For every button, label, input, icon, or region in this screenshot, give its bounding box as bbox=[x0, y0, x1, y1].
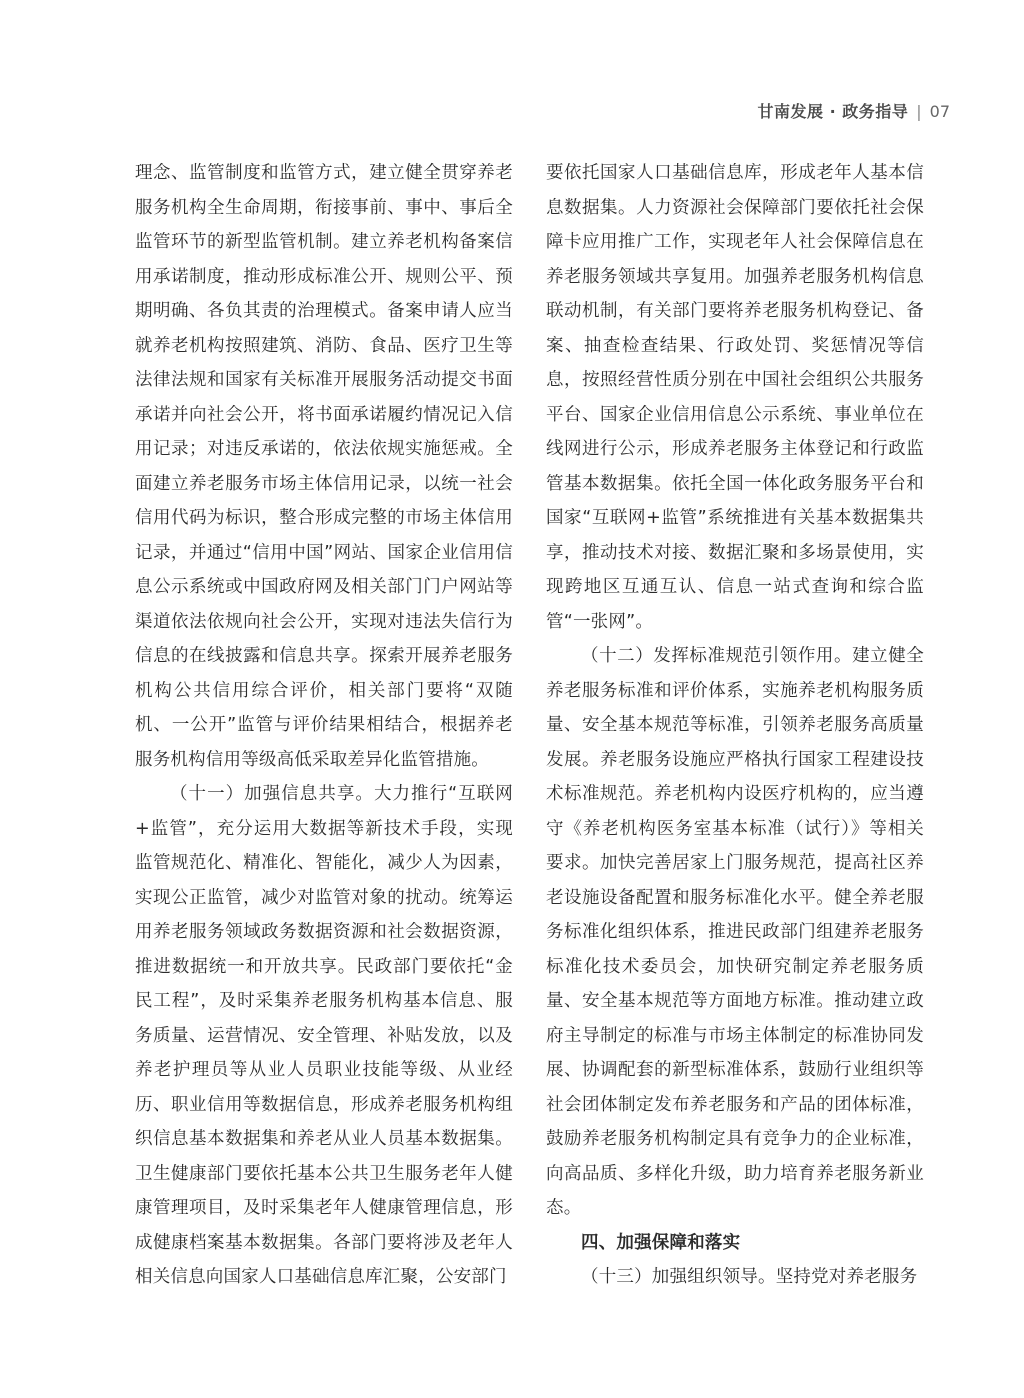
header-separator: | bbox=[916, 102, 922, 121]
paragraph-standards: （十二）发挥标准规范引领作用。建立健全养老服务标准和评价体系，实施养老机构服务质量、安全基本规范等标准，引领养老服务高质量发展。养老服务设施应严格执行国家工程建设技术标准规范。养老机构内设医疗机构的，应当遵守《养老机构医务室基本标准（试行）》等相关要求。加快完善居家上门服务规范，提高社区养老设施设备配置和服务标准化水平。健全养老服务标准化组织体系，推进民政部门组建养老服务标准化技术委员会，加快研究制定养老服务质量、安全基本规范等方面地方标准。推动建立政府主导制定的标准与市场主体制定的标准协同发展、协调配套的新型标准体系，鼓励行业组织等社会团体制定发布养老服务和产品的团体标准，鼓励养老服务机构制定具有竞争力的企业标准，向高品质、多样化升级，助力培育养老服务新业态。 bbox=[546, 646, 924, 1218]
page-number: 07 bbox=[929, 102, 950, 121]
paragraph-info-sharing: （十一）加强信息共享。大力推行“互联网+监管”，充分运用大数据等新技术手段，实现监管规范化、精准化、智能化，减少人为因素，实现公正监管，减少对监管对象的扰动。统筹运用养老服务领域政务数据资源和社会数据资源，推进数据统一和开放共享。民政部门要依托“金民工程”，及时采集养老服务机构基本信息、服务质量、运营情况、安全管理、补贴发放，以及养老护理员等从业人员职业技能等级、从业经历、职业信用等数据信息，形成养老服务机构组织信息基本数据集和养老从业人员基本数据集。卫生健康部门要依托基本公共卫生服务老年人健康管理项目，及时采集老年人健康管理信息，形成健康档案基本数据集。各部门要将涉及老年人相关信息向国家人口基础信息库汇聚，公安部门 bbox=[135, 784, 513, 1287]
publication-title: 甘南发展 · 政务指导 bbox=[757, 102, 909, 121]
running-header bbox=[758, 101, 950, 123]
right-column bbox=[546, 156, 924, 1295]
section-heading: 四、加强保障和落实 bbox=[581, 1232, 741, 1253]
paragraph-continued: 要依托国家人口基础信息库，形成老年人基本信息数据集。人力资源社会保障部门要依托社会保障卡应用推广工作，实现老年人社会保障信息在养老服务领域共享复用。加强养老服务机构信息联动机制，有关部门要将养老服务机构登记、备案、抽查检查结果、行政处罚、奖惩情况等信息，按照经营性质分别在中国社会组织公共服务平台、国家企业信用信息公示系统、事业单位在线网进行公示，形成养老服务主体登记和行政监管基本数据集。依托全国一体化政务服务平台和国家“互联网+监管”系统推进有关基本数据集共享，推动技术对接、数据汇聚和多场景使用，实现跨地区互通互认、信息一站式查询和综合监管“一张网”。 bbox=[546, 163, 924, 632]
left-column bbox=[135, 156, 513, 1295]
paragraph-continued: 理念、监管制度和监管方式，建立健全贯穿养老服务机构全生命周期，衔接事前、事中、事后全监管环节的新型监管机制。建立养老机构备案信用承诺制度，推动形成标准公开、规则公平、预期明确、各负其责的治理模式。备案申请人应当就养老机构按照建筑、消防、食品、医疗卫生等法律法规和国家有关标准开展服务活动提交书面承诺并向社会公开，将书面承诺履约情况记入信用记录；对违反承诺的，依法依规实施惩戒。全面建立养老服务市场主体信用记录，以统一社会信用代码为标识，整合形成完整的市场主体信用记录，并通过“信用中国”网站、国家企业信用信息公示系统或中国政府网及相关部门门户网站等渠道依法依规向社会公开，实现对违法失信行为信息的在线披露和信息共享。探索开展养老服务机构公共信用综合评价，相关部门要将“双随机、一公开”监管与评价结果相结合，根据养老服务机构信用等级高低采取差异化监管措施。 bbox=[135, 163, 513, 770]
paragraph-organization: （十三）加强组织领导。坚持党对养老服务 bbox=[581, 1267, 918, 1287]
